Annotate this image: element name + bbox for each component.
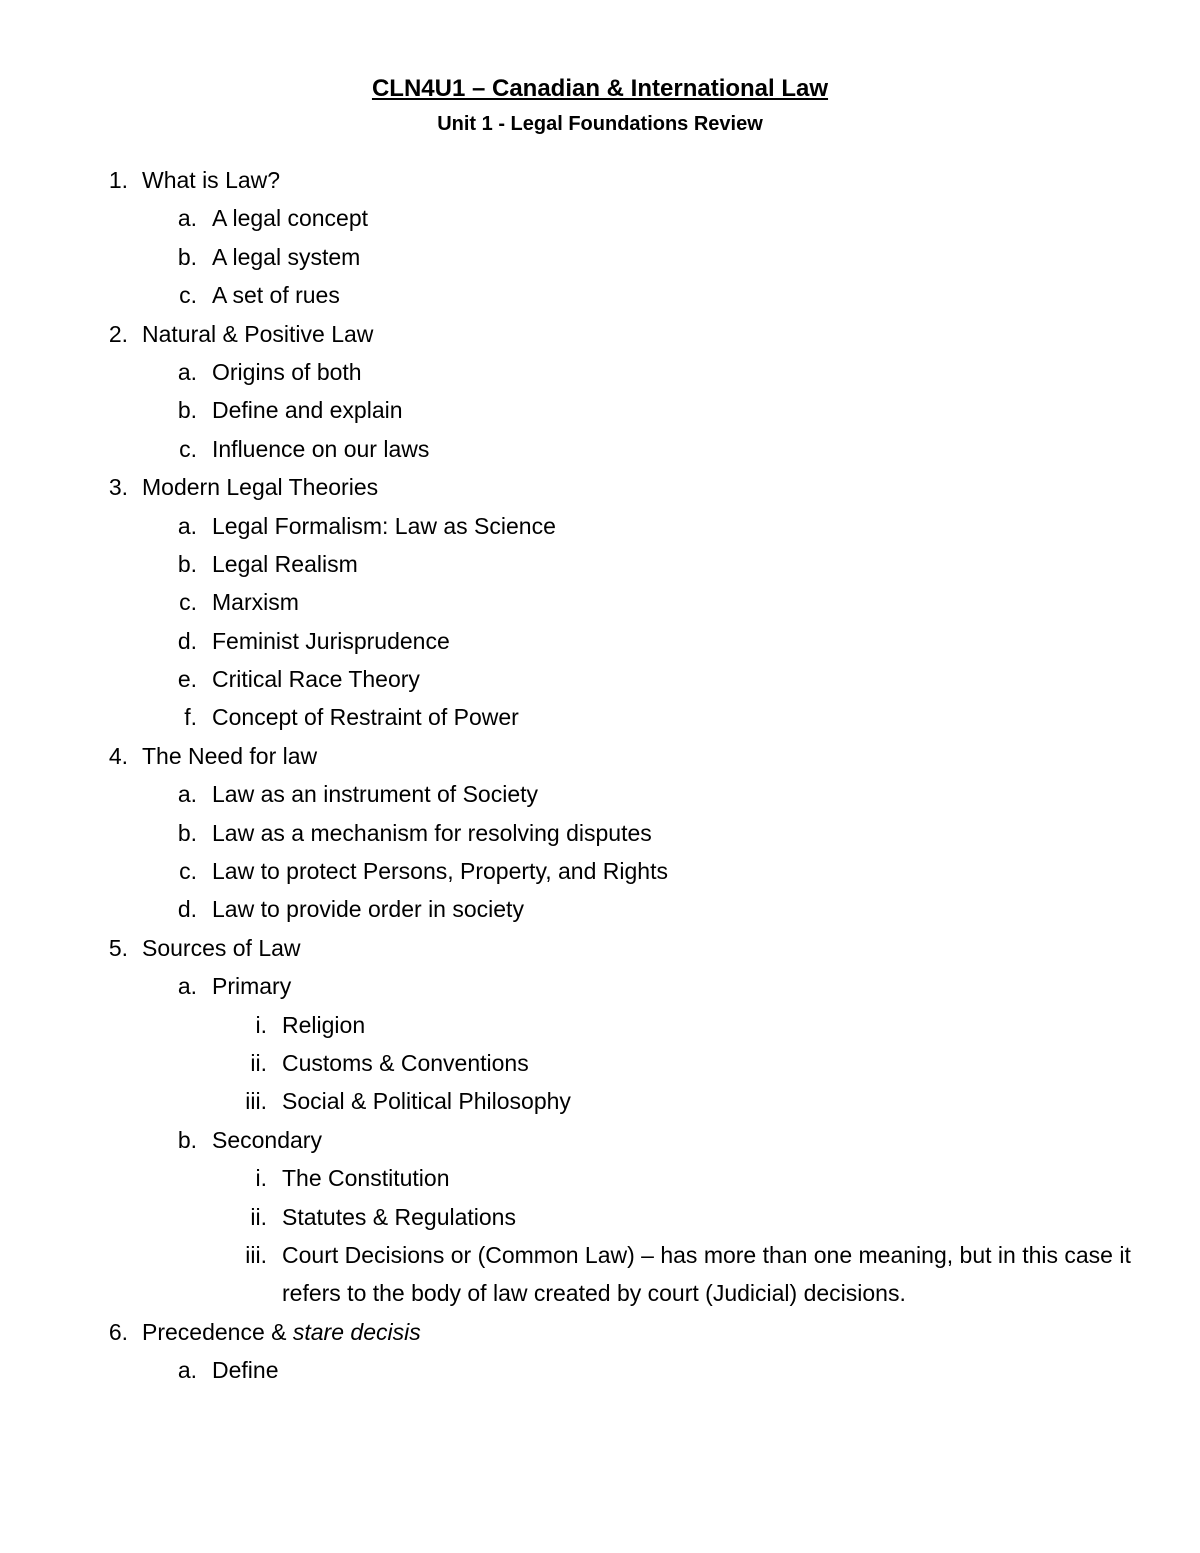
subsubitem-text: Religion bbox=[282, 1011, 366, 1038]
outline-subitem bbox=[0, 852, 1200, 890]
item-number: 4. bbox=[108, 742, 128, 769]
subitem-letter: c. bbox=[179, 858, 197, 885]
review-outline bbox=[0, 161, 1200, 1390]
subitem-text: A set of rues bbox=[212, 282, 340, 309]
subitem-text: Critical Race Theory bbox=[212, 666, 420, 693]
subitem-letter: a. bbox=[177, 973, 197, 1000]
subitem-letter: a. bbox=[177, 512, 197, 539]
subsubitem-text: The Constitution bbox=[282, 1165, 450, 1192]
subitem-letter: d. bbox=[177, 627, 197, 654]
outline-item bbox=[0, 929, 1200, 967]
outline-subitem bbox=[0, 1121, 1200, 1159]
outline-subitem bbox=[0, 814, 1200, 852]
item-text-italic: stare decisis bbox=[292, 1318, 421, 1345]
subitem-text: Law to protect Persons, Property, and Rights bbox=[212, 858, 668, 885]
subitem-text: Law as a mechanism for resolving disputes bbox=[212, 819, 652, 846]
subitem-text: Origins of both bbox=[212, 358, 362, 385]
outline-subitem bbox=[0, 391, 1200, 429]
outline-subitem bbox=[0, 698, 1200, 736]
outline-item bbox=[0, 737, 1200, 775]
outline-subitem bbox=[0, 660, 1200, 698]
subitem-text: Secondary bbox=[212, 1126, 322, 1153]
subsubitem-numeral: iii. bbox=[245, 1241, 267, 1268]
outline-item bbox=[0, 161, 1200, 199]
subitem-letter: e. bbox=[177, 666, 197, 693]
outline-subitem bbox=[0, 430, 1200, 468]
subsubitem-text: Court Decisions or (Common Law) – has more than one meaning, but in this case it refers to the body of law created by court (Judicial) decisions. bbox=[282, 1241, 1131, 1307]
outline-subitem bbox=[0, 890, 1200, 928]
outline-item bbox=[0, 315, 1200, 353]
outline-subsubitem bbox=[0, 1198, 1200, 1236]
outline-subsubitem bbox=[0, 1044, 1200, 1082]
outline-subitem bbox=[0, 507, 1200, 545]
outline-item bbox=[0, 1313, 1200, 1351]
subitem-text: Feminist Jurisprudence bbox=[212, 627, 450, 654]
subitem-text: Define bbox=[212, 1357, 279, 1384]
subitem-text: Law as an instrument of Society bbox=[212, 781, 538, 808]
subsubitem-text: Statutes & Regulations bbox=[282, 1203, 516, 1230]
outline-subsubitem bbox=[0, 1159, 1200, 1197]
item-number: 5. bbox=[108, 934, 128, 961]
item-text: Precedence & bbox=[142, 1318, 293, 1345]
subitem-text: Concept of Restraint of Power bbox=[212, 704, 519, 731]
subitem-text: Influence on our laws bbox=[212, 435, 430, 462]
outline-subitem bbox=[0, 622, 1200, 660]
outline-subitem bbox=[0, 545, 1200, 583]
document-title: CLN4U1 – Canadian & International Law bbox=[371, 75, 829, 102]
subsubitem-text: Customs & Conventions bbox=[282, 1049, 529, 1076]
outline-subitem bbox=[0, 583, 1200, 621]
outline-subitem bbox=[0, 967, 1200, 1005]
subitem-text: Legal Formalism: Law as Science bbox=[212, 512, 556, 539]
outline-subitem bbox=[0, 199, 1200, 237]
outline-subitem bbox=[0, 1351, 1200, 1389]
subitem-letter: c. bbox=[179, 589, 197, 616]
outline-subitem bbox=[0, 238, 1200, 276]
outline-subitem bbox=[0, 353, 1200, 391]
subitem-letter: c. bbox=[179, 435, 197, 462]
item-number: 2. bbox=[108, 320, 128, 347]
subitem-text: Law to provide order in society bbox=[212, 896, 524, 923]
subsubitem-numeral: ii. bbox=[250, 1049, 267, 1076]
subsubitem-numeral: iii. bbox=[245, 1088, 267, 1115]
subsubitem-numeral: i. bbox=[255, 1011, 267, 1038]
subsubitem-numeral: ii. bbox=[250, 1203, 267, 1230]
subitem-letter: a. bbox=[177, 781, 197, 808]
subitem-letter: b. bbox=[177, 550, 197, 577]
item-number: 1. bbox=[108, 167, 128, 193]
outline-subitem bbox=[0, 775, 1200, 813]
outline-subsubitem bbox=[0, 1082, 1200, 1120]
item-text: The Need for law bbox=[142, 742, 318, 769]
subitem-letter: c. bbox=[179, 282, 197, 309]
subitem-text: A legal concept bbox=[212, 205, 369, 232]
subitem-text: Marxism bbox=[212, 589, 299, 616]
item-text: Modern Legal Theories bbox=[142, 474, 379, 501]
subitem-letter: d. bbox=[177, 896, 197, 923]
subitem-text: Legal Realism bbox=[212, 550, 358, 577]
subitem-letter: b. bbox=[177, 397, 197, 424]
subitem-letter: b. bbox=[177, 819, 197, 846]
outline-subsubitem bbox=[0, 1236, 1200, 1313]
outline-subitem bbox=[0, 276, 1200, 314]
subsubitem-numeral: i. bbox=[255, 1165, 267, 1192]
subitem-letter: b. bbox=[177, 243, 197, 270]
subsubitem-text: Social & Political Philosophy bbox=[282, 1088, 571, 1115]
subitem-text: Primary bbox=[212, 973, 292, 1000]
subitem-letter: f. bbox=[184, 704, 197, 731]
item-text: What is Law? bbox=[142, 167, 281, 193]
subitem-text: Define and explain bbox=[212, 397, 403, 424]
subitem-letter: a. bbox=[177, 205, 197, 232]
outline-item bbox=[0, 468, 1200, 506]
subitem-text: A legal system bbox=[212, 243, 361, 270]
subitem-letter: a. bbox=[177, 1357, 197, 1384]
document-subtitle: Unit 1 - Legal Foundations Review bbox=[437, 113, 763, 135]
item-text: Natural & Positive Law bbox=[142, 320, 374, 347]
item-number: 3. bbox=[108, 474, 128, 501]
outline-subsubitem bbox=[0, 1006, 1200, 1044]
subitem-letter: a. bbox=[177, 358, 197, 385]
item-text-group bbox=[142, 1313, 421, 1351]
item-number: 6. bbox=[108, 1318, 128, 1345]
item-text: Sources of Law bbox=[142, 934, 301, 961]
subitem-letter: b. bbox=[177, 1126, 197, 1153]
